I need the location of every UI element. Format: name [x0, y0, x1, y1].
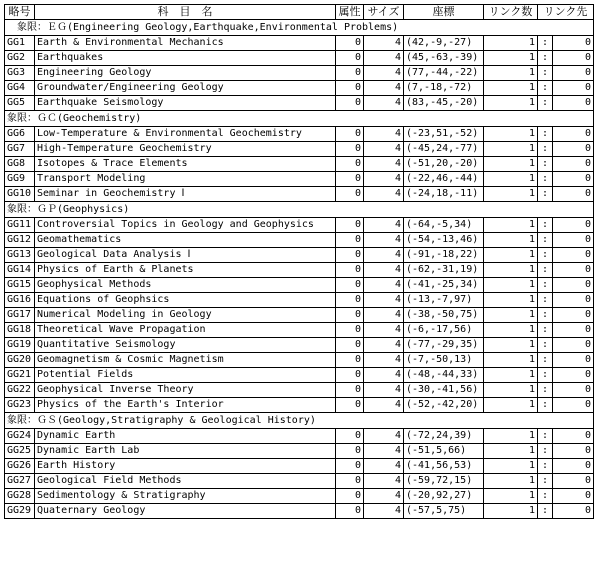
- link-separator: :: [538, 81, 553, 96]
- subject-code: GG9: [5, 172, 35, 187]
- link-count: 1: [484, 368, 538, 383]
- coord-value: (-6,-17,56): [404, 323, 484, 338]
- attr-value: 0: [336, 187, 364, 202]
- subject-code: GG4: [5, 81, 35, 96]
- attr-value: 0: [336, 263, 364, 278]
- link-separator: :: [538, 323, 553, 338]
- size-value: 4: [364, 398, 404, 413]
- link-target: 0: [553, 459, 594, 474]
- attr-value: 0: [336, 459, 364, 474]
- link-target: 0: [553, 504, 594, 519]
- size-value: 4: [364, 489, 404, 504]
- size-value: 4: [364, 444, 404, 459]
- link-target: 0: [553, 278, 594, 293]
- attr-value: 0: [336, 218, 364, 233]
- table-row: [5, 172, 594, 187]
- coord-value: (7,-18,-72): [404, 81, 484, 96]
- link-separator: :: [538, 187, 553, 202]
- attr-value: 0: [336, 36, 364, 51]
- link-count: 1: [484, 233, 538, 248]
- size-value: 4: [364, 81, 404, 96]
- link-target: 0: [553, 398, 594, 413]
- link-count: 1: [484, 51, 538, 66]
- table-row: [5, 248, 594, 263]
- attr-value: 0: [336, 51, 364, 66]
- size-value: 4: [364, 36, 404, 51]
- subject-name: Engineering Geology: [35, 66, 336, 81]
- link-target: 0: [553, 157, 594, 172]
- link-count: 1: [484, 218, 538, 233]
- table-row: [5, 66, 594, 81]
- coord-value: (-23,51,-52): [404, 127, 484, 142]
- size-value: 4: [364, 263, 404, 278]
- coord-value: (-62,-31,19): [404, 263, 484, 278]
- attr-value: 0: [336, 278, 364, 293]
- table-row: [5, 278, 594, 293]
- link-target: 0: [553, 36, 594, 51]
- size-value: 4: [364, 233, 404, 248]
- subject-name: Quantitative Seismology: [35, 338, 336, 353]
- link-separator: :: [538, 489, 553, 504]
- table-row: [5, 459, 594, 474]
- size-value: 4: [364, 308, 404, 323]
- attr-value: 0: [336, 489, 364, 504]
- coord-value: (-72,24,39): [404, 429, 484, 444]
- table-row: [5, 218, 594, 233]
- table-row: [5, 142, 594, 157]
- subject-code: GG18: [5, 323, 35, 338]
- coord-value: (-54,-13,46): [404, 233, 484, 248]
- link-separator: :: [538, 96, 553, 111]
- subject-name: Geological Data Analysis Ⅰ: [35, 248, 336, 263]
- subject-table: [4, 4, 594, 519]
- subject-name: Earthquake Seismology: [35, 96, 336, 111]
- link-separator: :: [538, 233, 553, 248]
- link-target: 0: [553, 187, 594, 202]
- link-count: 1: [484, 398, 538, 413]
- attr-value: 0: [336, 398, 364, 413]
- link-target: 0: [553, 429, 594, 444]
- link-count: 1: [484, 248, 538, 263]
- coord-value: (-41,56,53): [404, 459, 484, 474]
- link-separator: :: [538, 51, 553, 66]
- attr-value: 0: [336, 474, 364, 489]
- link-separator: :: [538, 172, 553, 187]
- coord-value: (-91,-18,22): [404, 248, 484, 263]
- size-value: 4: [364, 142, 404, 157]
- link-separator: :: [538, 353, 553, 368]
- coord-value: (-41,-25,34): [404, 278, 484, 293]
- link-separator: :: [538, 459, 553, 474]
- size-value: 4: [364, 218, 404, 233]
- link-target: 0: [553, 218, 594, 233]
- subject-code: GG28: [5, 489, 35, 504]
- link-count: 1: [484, 81, 538, 96]
- subject-name: Physics of Earth & Planets: [35, 263, 336, 278]
- subject-name: Earth History: [35, 459, 336, 474]
- link-count: 1: [484, 96, 538, 111]
- size-value: 4: [364, 248, 404, 263]
- coord-value: (83,-45,-20): [404, 96, 484, 111]
- subject-name: Seminar in Geochemistry Ⅰ: [35, 187, 336, 202]
- link-count: 1: [484, 66, 538, 81]
- table-row: [5, 383, 594, 398]
- section-row: [5, 202, 594, 218]
- link-separator: :: [538, 36, 553, 51]
- coord-value: (77,-44,-22): [404, 66, 484, 81]
- coord-value: (-24,18,-11): [404, 187, 484, 202]
- link-count: 1: [484, 323, 538, 338]
- link-separator: :: [538, 429, 553, 444]
- link-separator: :: [538, 504, 553, 519]
- header-links: リンク数: [484, 5, 538, 20]
- link-count: 1: [484, 459, 538, 474]
- table-row: [5, 504, 594, 519]
- table-row: [5, 474, 594, 489]
- link-separator: :: [538, 127, 553, 142]
- link-separator: :: [538, 278, 553, 293]
- coord-value: (-30,-41,56): [404, 383, 484, 398]
- subject-code: GG25: [5, 444, 35, 459]
- link-count: 1: [484, 293, 538, 308]
- link-count: 1: [484, 429, 538, 444]
- size-value: 4: [364, 127, 404, 142]
- subject-name: Physics of the Earth's Interior: [35, 398, 336, 413]
- link-separator: :: [538, 308, 553, 323]
- link-count: 1: [484, 383, 538, 398]
- subject-code: GG22: [5, 383, 35, 398]
- size-value: 4: [364, 323, 404, 338]
- size-value: 4: [364, 96, 404, 111]
- subject-name: Quaternary Geology: [35, 504, 336, 519]
- size-value: 4: [364, 368, 404, 383]
- size-value: 4: [364, 353, 404, 368]
- subject-code: GG1: [5, 36, 35, 51]
- link-separator: :: [538, 66, 553, 81]
- header-coord: 座標: [404, 5, 484, 20]
- link-target: 0: [553, 368, 594, 383]
- attr-value: 0: [336, 383, 364, 398]
- header-attr: 属性: [336, 5, 364, 20]
- link-target: 0: [553, 263, 594, 278]
- table-row: [5, 157, 594, 172]
- header-abbr: 略号: [5, 5, 35, 20]
- coord-value: (-59,72,15): [404, 474, 484, 489]
- attr-value: 0: [336, 308, 364, 323]
- coord-value: (-7,-50,13): [404, 353, 484, 368]
- link-separator: :: [538, 383, 553, 398]
- link-target: 0: [553, 308, 594, 323]
- table-row: [5, 323, 594, 338]
- table-row: [5, 338, 594, 353]
- link-target: 0: [553, 489, 594, 504]
- coord-value: (45,-63,-39): [404, 51, 484, 66]
- size-value: 4: [364, 474, 404, 489]
- attr-value: 0: [336, 338, 364, 353]
- table-row: [5, 36, 594, 51]
- link-separator: :: [538, 157, 553, 172]
- section-row: [5, 413, 594, 429]
- link-target: 0: [553, 96, 594, 111]
- coord-value: (-22,46,-44): [404, 172, 484, 187]
- link-count: 1: [484, 278, 538, 293]
- table-row: [5, 96, 594, 111]
- link-count: 1: [484, 504, 538, 519]
- subject-name: Groundwater/Engineering Geology: [35, 81, 336, 96]
- link-count: 1: [484, 157, 538, 172]
- link-separator: :: [538, 398, 553, 413]
- subject-name: Dynamic Earth Lab: [35, 444, 336, 459]
- section-row: [5, 111, 594, 127]
- attr-value: 0: [336, 293, 364, 308]
- size-value: 4: [364, 383, 404, 398]
- table-row: [5, 187, 594, 202]
- link-count: 1: [484, 353, 538, 368]
- subject-name: Dynamic Earth: [35, 429, 336, 444]
- size-value: 4: [364, 429, 404, 444]
- attr-value: 0: [336, 127, 364, 142]
- size-value: 4: [364, 172, 404, 187]
- link-target: 0: [553, 81, 594, 96]
- subject-name: Potential Fields: [35, 368, 336, 383]
- subject-name: Numerical Modeling in Geology: [35, 308, 336, 323]
- subject-name: Geomagnetism & Cosmic Magnetism: [35, 353, 336, 368]
- link-separator: :: [538, 263, 553, 278]
- size-value: 4: [364, 157, 404, 172]
- link-separator: :: [538, 474, 553, 489]
- coord-value: (-38,-50,75): [404, 308, 484, 323]
- attr-value: 0: [336, 172, 364, 187]
- table-row: [5, 368, 594, 383]
- subject-name: Geological Field Methods: [35, 474, 336, 489]
- link-count: 1: [484, 127, 538, 142]
- subject-code: GG10: [5, 187, 35, 202]
- table-row: [5, 293, 594, 308]
- table-row: [5, 444, 594, 459]
- link-target: 0: [553, 444, 594, 459]
- attr-value: 0: [336, 81, 364, 96]
- link-target: 0: [553, 248, 594, 263]
- table-row: [5, 51, 594, 66]
- section-title: 象限：ＧＣ(Geochemistry): [5, 111, 594, 127]
- coord-value: (-51,20,-20): [404, 157, 484, 172]
- link-count: 1: [484, 474, 538, 489]
- subject-code: GG6: [5, 127, 35, 142]
- table-row: [5, 398, 594, 413]
- attr-value: 0: [336, 142, 364, 157]
- link-count: 1: [484, 489, 538, 504]
- link-target: 0: [553, 172, 594, 187]
- subject-name: Geophysical Inverse Theory: [35, 383, 336, 398]
- header-subject: 科 目 名: [35, 5, 336, 20]
- coord-value: (-57,5,75): [404, 504, 484, 519]
- table-row: [5, 233, 594, 248]
- link-separator: :: [538, 444, 553, 459]
- link-target: 0: [553, 127, 594, 142]
- link-target: 0: [553, 51, 594, 66]
- link-separator: :: [538, 338, 553, 353]
- attr-value: 0: [336, 157, 364, 172]
- table-row: [5, 353, 594, 368]
- subject-name: Theoretical Wave Propagation: [35, 323, 336, 338]
- table-row: [5, 429, 594, 444]
- table-row: [5, 308, 594, 323]
- table-body: [5, 5, 594, 519]
- section-row: [5, 20, 594, 36]
- coord-value: (-48,-44,33): [404, 368, 484, 383]
- attr-value: 0: [336, 368, 364, 383]
- size-value: 4: [364, 51, 404, 66]
- subject-name: Low-Temperature & Environmental Geochemistry: [35, 127, 336, 142]
- link-target: 0: [553, 66, 594, 81]
- coord-value: (-77,-29,35): [404, 338, 484, 353]
- table-row: [5, 489, 594, 504]
- link-count: 1: [484, 172, 538, 187]
- table-row: [5, 127, 594, 142]
- attr-value: 0: [336, 248, 364, 263]
- size-value: 4: [364, 293, 404, 308]
- link-separator: :: [538, 293, 553, 308]
- size-value: 4: [364, 459, 404, 474]
- link-count: 1: [484, 36, 538, 51]
- coord-value: (-52,-42,20): [404, 398, 484, 413]
- coord-value: (-51,5,66): [404, 444, 484, 459]
- link-count: 1: [484, 444, 538, 459]
- link-target: 0: [553, 338, 594, 353]
- size-value: 4: [364, 66, 404, 81]
- link-separator: :: [538, 142, 553, 157]
- link-count: 1: [484, 263, 538, 278]
- link-target: 0: [553, 353, 594, 368]
- subject-name: Isotopes & Trace Elements: [35, 157, 336, 172]
- section-title: 象限：ＥＧ(Engineering Geology,Earthquake,Environmental Problems): [5, 20, 594, 36]
- subject-name: High-Temperature Geochemistry: [35, 142, 336, 157]
- subject-code: GG17: [5, 308, 35, 323]
- link-count: 1: [484, 308, 538, 323]
- link-count: 1: [484, 187, 538, 202]
- subject-name: Earthquakes: [35, 51, 336, 66]
- header-size: サイズ: [364, 5, 404, 20]
- coord-value: (42,-9,-27): [404, 36, 484, 51]
- attr-value: 0: [336, 66, 364, 81]
- link-count: 1: [484, 142, 538, 157]
- coord-value: (-20,92,27): [404, 489, 484, 504]
- attr-value: 0: [336, 96, 364, 111]
- subject-code: GG24: [5, 429, 35, 444]
- attr-value: 0: [336, 353, 364, 368]
- coord-value: (-64,-5,34): [404, 218, 484, 233]
- link-target: 0: [553, 233, 594, 248]
- subject-code: GG11: [5, 218, 35, 233]
- subject-code: GG21: [5, 368, 35, 383]
- size-value: 4: [364, 338, 404, 353]
- subject-code: GG29: [5, 504, 35, 519]
- link-separator: :: [538, 248, 553, 263]
- size-value: 4: [364, 278, 404, 293]
- subject-code: GG13: [5, 248, 35, 263]
- link-count: 1: [484, 338, 538, 353]
- table-row: [5, 263, 594, 278]
- subject-name: Earth & Environmental Mechanics: [35, 36, 336, 51]
- subject-name: Geophysical Methods: [35, 278, 336, 293]
- link-separator: :: [538, 368, 553, 383]
- subject-name: Geomathematics: [35, 233, 336, 248]
- subject-code: GG27: [5, 474, 35, 489]
- header-row: [5, 5, 594, 20]
- subject-code: GG3: [5, 66, 35, 81]
- subject-code: GG16: [5, 293, 35, 308]
- subject-name: Controversial Topics in Geology and Geophysics: [35, 218, 336, 233]
- subject-code: GG23: [5, 398, 35, 413]
- header-link-to: リンク先: [538, 5, 594, 20]
- section-title: 象限：ＧＳ(Geology,Stratigraphy & Geological History): [5, 413, 594, 429]
- attr-value: 0: [336, 444, 364, 459]
- subject-code: GG2: [5, 51, 35, 66]
- subject-name: Sedimentology & Stratigraphy: [35, 489, 336, 504]
- attr-value: 0: [336, 504, 364, 519]
- size-value: 4: [364, 504, 404, 519]
- subject-code: GG12: [5, 233, 35, 248]
- subject-code: GG26: [5, 459, 35, 474]
- link-target: 0: [553, 142, 594, 157]
- link-target: 0: [553, 383, 594, 398]
- attr-value: 0: [336, 233, 364, 248]
- subject-code: GG14: [5, 263, 35, 278]
- attr-value: 0: [336, 323, 364, 338]
- link-target: 0: [553, 293, 594, 308]
- subject-code: GG15: [5, 278, 35, 293]
- link-target: 0: [553, 474, 594, 489]
- subject-code: GG7: [5, 142, 35, 157]
- size-value: 4: [364, 187, 404, 202]
- subject-name: Equations of Geophsics: [35, 293, 336, 308]
- link-separator: :: [538, 218, 553, 233]
- coord-value: (-45,24,-77): [404, 142, 484, 157]
- section-title: 象限：ＧＰ(Geophysics): [5, 202, 594, 218]
- coord-value: (-13,-7,97): [404, 293, 484, 308]
- subject-code: GG8: [5, 157, 35, 172]
- subject-code: GG5: [5, 96, 35, 111]
- link-target: 0: [553, 323, 594, 338]
- table-row: [5, 81, 594, 96]
- subject-code: GG19: [5, 338, 35, 353]
- attr-value: 0: [336, 429, 364, 444]
- subject-code: GG20: [5, 353, 35, 368]
- subject-name: Transport Modeling: [35, 172, 336, 187]
